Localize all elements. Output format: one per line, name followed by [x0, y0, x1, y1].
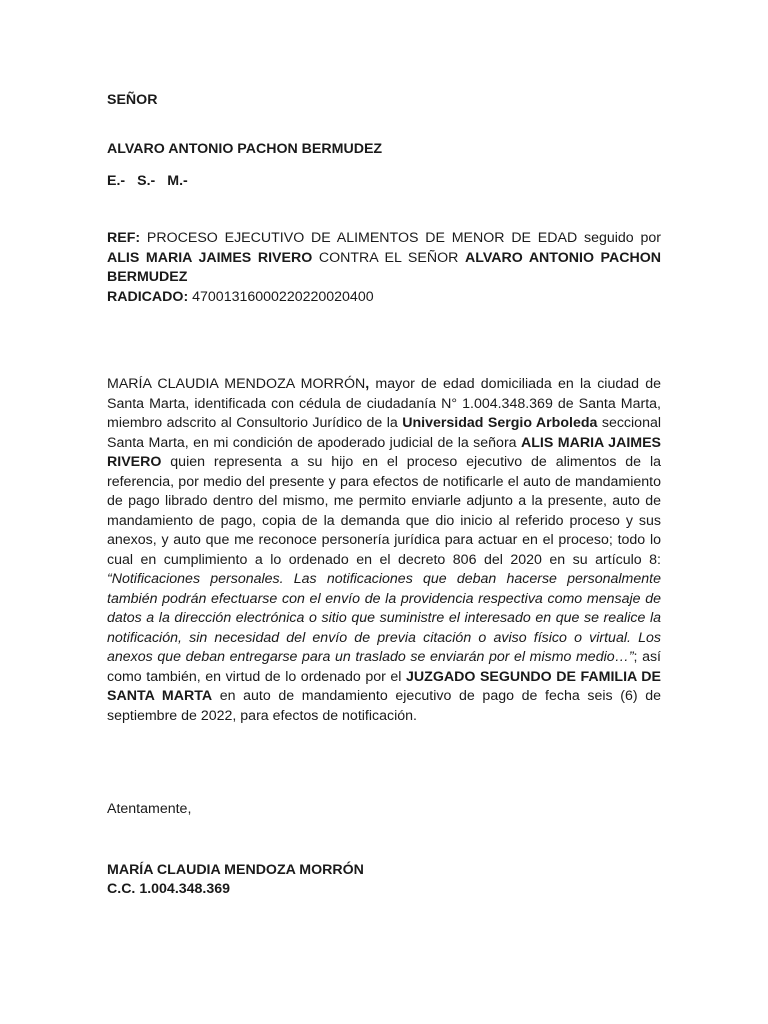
- reference-paragraph: [107, 229, 661, 288]
- body-author-comma: ,: [365, 376, 370, 392]
- signature-name: MARÍA CLAUDIA MENDOZA MORRÓN: [107, 862, 364, 878]
- body-text-1: mayor de edad domiciliada en la ciudad de Santa Marta, identificada con cédula de ciudadanía N° 1.004.348.369 de Santa Marta, miembro adscrito al Consultorio Jurídico de la: [107, 376, 661, 431]
- body-court: JUZGADO SEGUNDO DE FAMILIA DE SANTA MARTA: [107, 668, 662, 704]
- addressee-name: ALVARO ANTONIO PACHON BERMUDEZ: [107, 141, 383, 157]
- ref-defendant: ALVARO ANTONIO PACHON BERMUDEZ: [107, 249, 661, 285]
- body-decree-quote: “Notificaciones personales. Las notificaciones que deban hacerse personalmente también podrán efectuarse con el envío de la providencia respectiva como mensaje de datos a la dirección electrónica o sitio que suministre el interesado en que se realice la notificación, sin necesidad del envío de previa citación o aviso físico o virtual. Los anexos que deban entregarse para un traslado se enviarán por el mismo medio…”: [107, 571, 661, 665]
- reference-block: [107, 229, 661, 307]
- ref-text-2: CONTRA EL SEÑOR: [312, 249, 465, 266]
- radicado-value: 47001316000220220020400: [188, 288, 374, 305]
- body-client: ALIS MARIA JAIMES RIVERO: [107, 434, 662, 470]
- body-text-4: ; así como también, en virtud de lo ordenado por el: [107, 649, 661, 685]
- body-university: Universidad Sergio Arboleda: [402, 415, 598, 431]
- esm-e: E.-: [107, 173, 126, 189]
- radicado-line: [107, 288, 661, 308]
- esm-m: M.-: [167, 173, 188, 189]
- body-text-3: quien representa a su hijo en el proceso ejecutivo de alimentos de la referencia, por medio del presente y para efectos de notificarle el auto de mandamiento de pago librado dentro del mismo, me permito enviarle adjunto a la presente, auto de mandamiento de pago, copia de la demanda que dio inicio al referido proceso y sus anexos, y auto que me reconoce personería jurídica para actuar en el proceso; todo lo cual en cumplimiento a lo ordenado en el decreto 806 del 2020 en su artículo 8:: [107, 454, 661, 568]
- ref-claimant: ALIS MARIA JAIMES RIVERO: [107, 249, 313, 266]
- ref-label: REF:: [107, 230, 141, 246]
- ref-text-1: PROCESO EJECUTIVO DE ALIMENTOS DE MENOR DE EDAD seguido por: [140, 230, 661, 246]
- closing-text: Atentamente,: [107, 801, 192, 817]
- signature-id: C.C. 1.004.348.369: [107, 881, 231, 897]
- body-author: MARÍA CLAUDIA MENDOZA MORRÓN: [107, 376, 366, 392]
- esm-line: [107, 172, 188, 191]
- body-text-2: seccional Santa Marta, en mi condición de apoderado judicial de la señora: [107, 415, 662, 451]
- body-text-5: en auto de mandamiento ejecutivo de pago de fecha seis (6) de septiembre de 2022, para efectos de notificación.: [107, 688, 661, 724]
- body-paragraph: [107, 375, 661, 726]
- radicado-label: RADICADO:: [107, 288, 189, 305]
- salutation-heading: SEÑOR: [107, 92, 158, 108]
- esm-s: S.-: [137, 173, 156, 189]
